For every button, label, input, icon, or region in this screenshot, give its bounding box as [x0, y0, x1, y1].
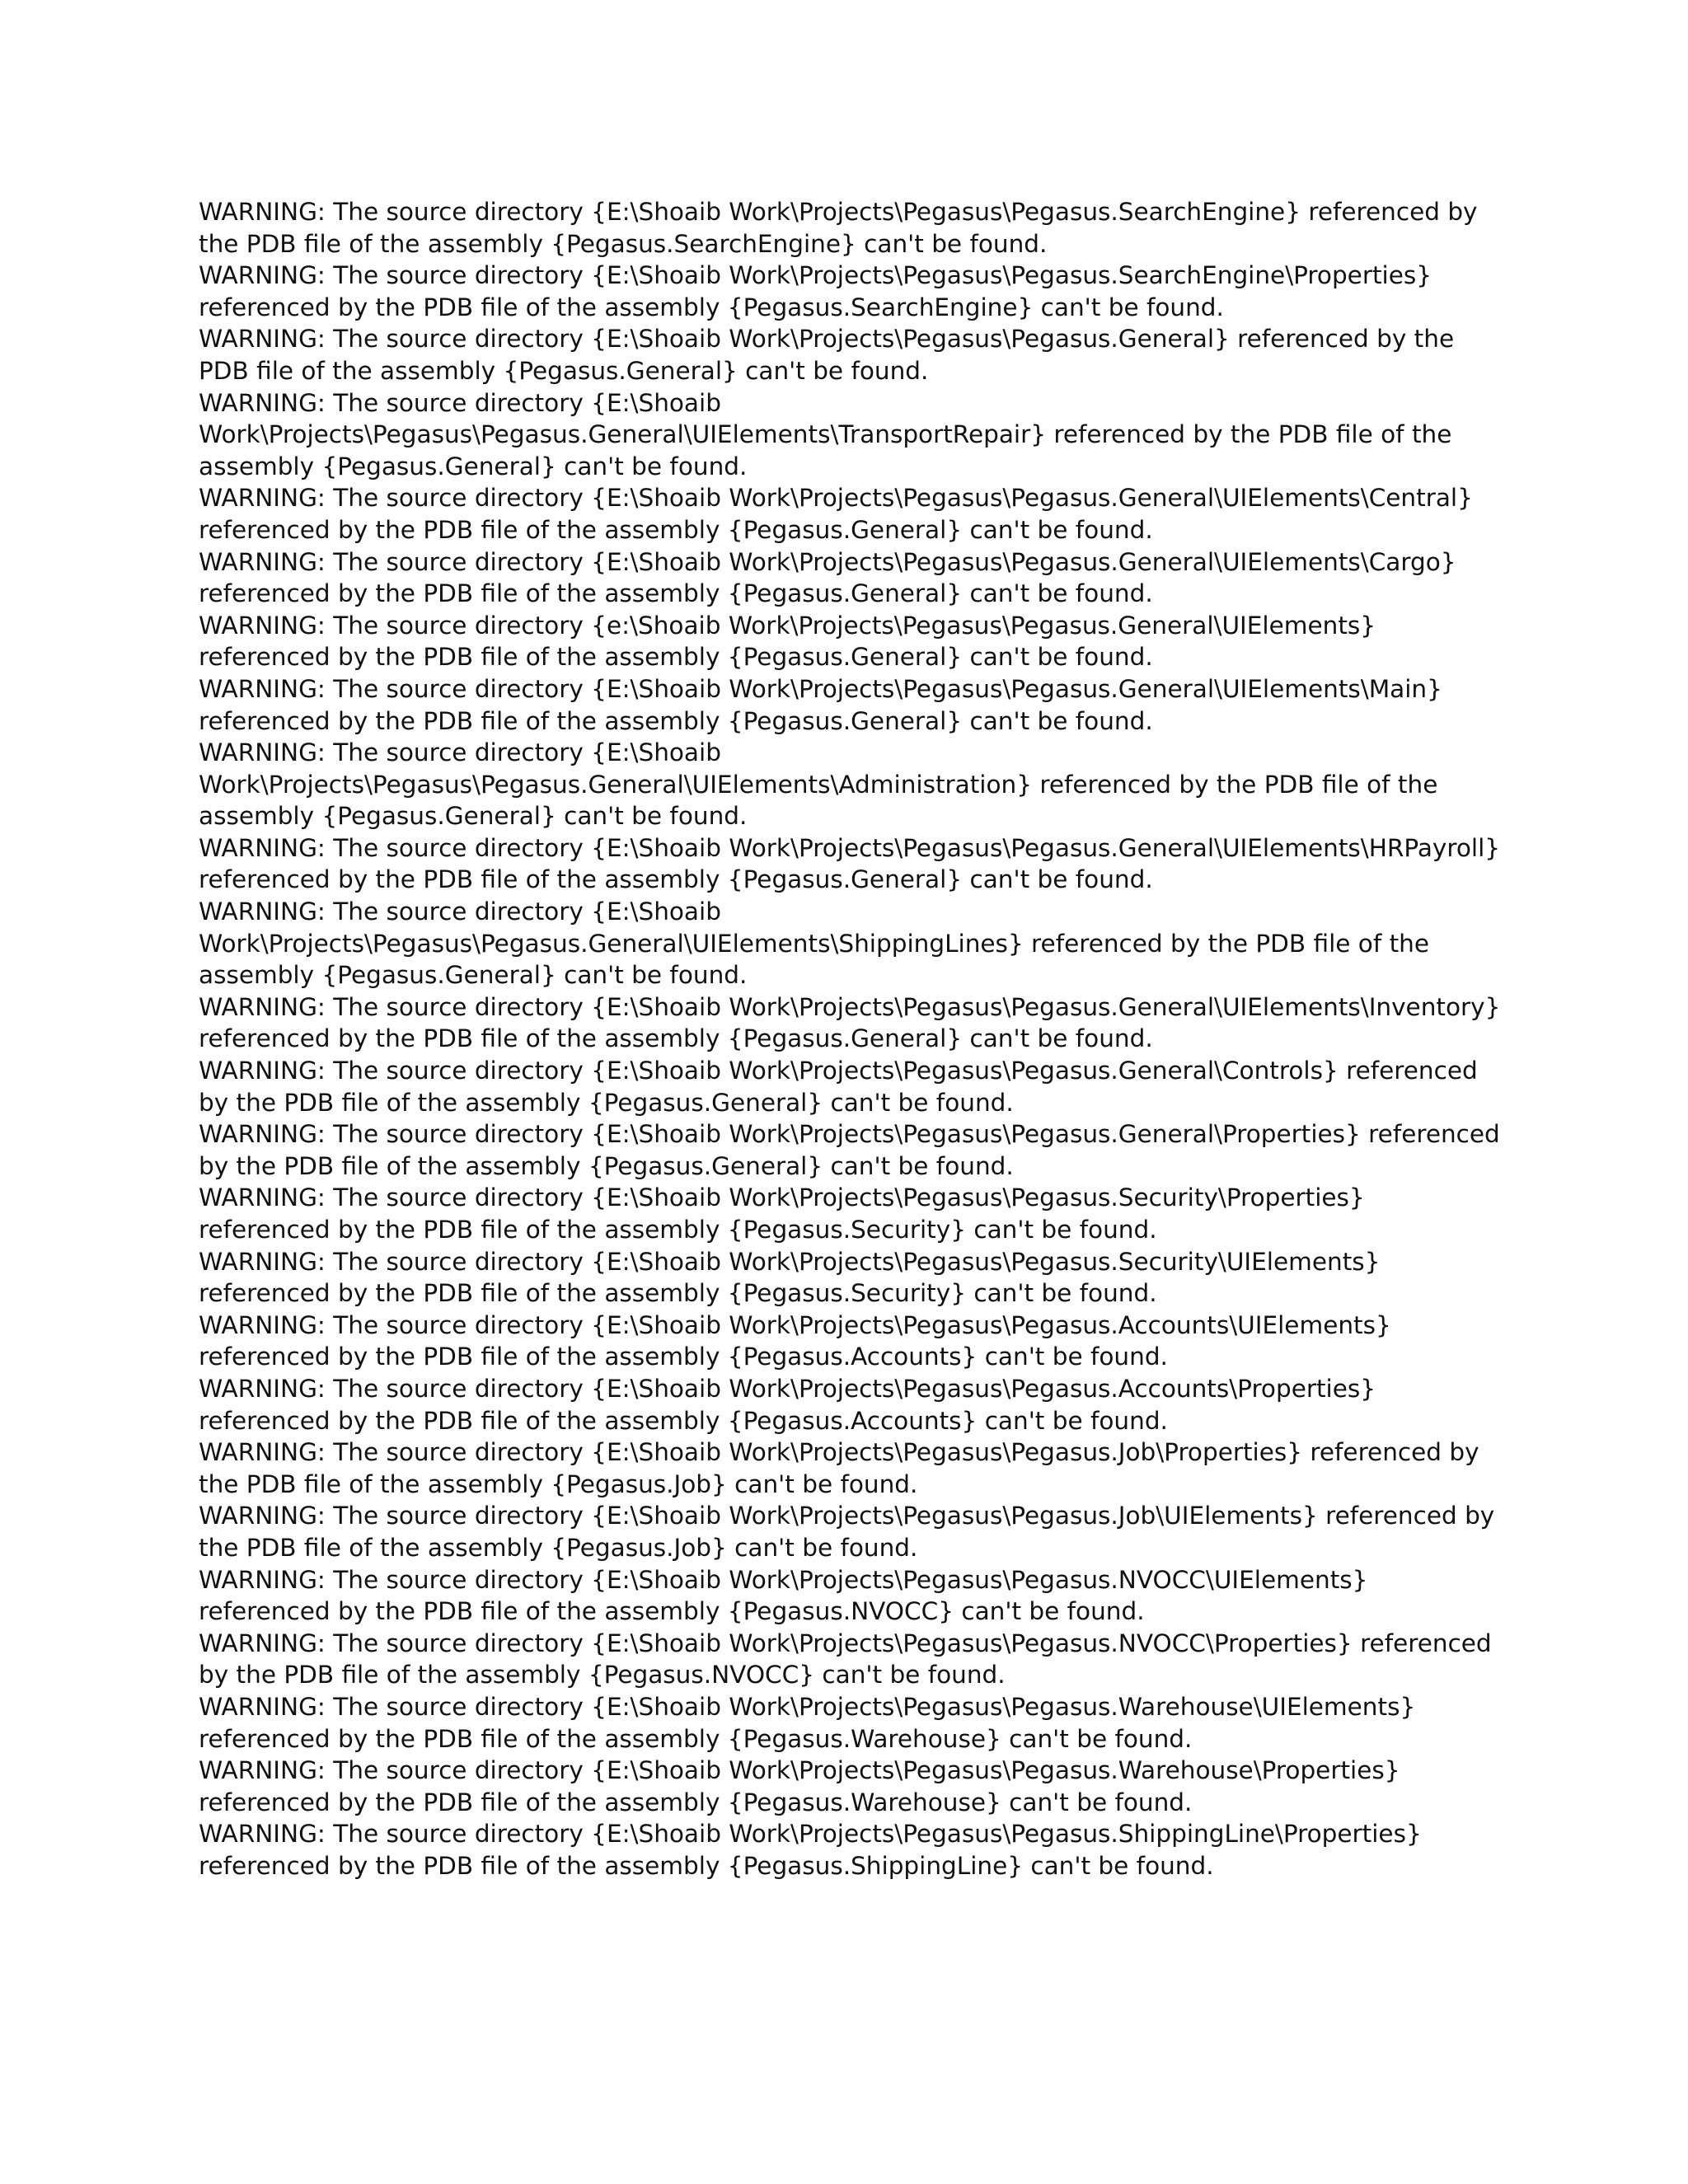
warning-line-warehouse-properties: WARNING: The source directory {E:\Shoaib Work\Projects\Pegasus\Pegasus.Warehouse\Properties} referenced by the PDB file of the assembly {Pegasus.Warehouse} can't be found.: [199, 1756, 1400, 1816]
warning-line-general: WARNING: The source directory {E:\Shoaib Work\Projects\Pegasus\Pegasus.General} referenced by the PDB file of the assembly {Pegasus.General} can't be found.: [199, 325, 1455, 385]
warning-line-warehouse-uielements: WARNING: The source directory {E:\Shoaib Work\Projects\Pegasus\Pegasus.Warehouse\UIElements} referenced by the PDB file of the assembly {Pegasus.Warehouse} can't be found.: [199, 1692, 1416, 1753]
warning-line-cargo: WARNING: The source directory {E:\Shoaib Work\Projects\Pegasus\Pegasus.General\UIElements\Cargo} referenced by the PDB file of the assembly {Pegasus.General} can't be found.: [199, 547, 1456, 608]
warning-line-searchengine: WARNING: The source directory {E:\Shoaib Work\Projects\Pegasus\Pegasus.SearchEngine} referenced by the PDB file of the assembly {Pegasus.SearchEngine} can't be found.: [199, 198, 1478, 258]
warning-line-nvocc-properties: WARNING: The source directory {E:\Shoaib Work\Projects\Pegasus\Pegasus.NVOCC\Properties} referenced by the PDB file of the assembly {Pegasus.NVOCC} can't be found.: [199, 1629, 1492, 1690]
warning-line-hrpayroll: WARNING: The source directory {E:\Shoaib Work\Projects\Pegasus\Pegasus.General\UIElements\HRPayroll} referenced by the PDB file of the assembly {Pegasus.General} can't be found.: [199, 833, 1501, 894]
warning-line-shippingline-properties: WARNING: The source directory {E:\Shoaib Work\Projects\Pegasus\Pegasus.ShippingLine\Properties} referenced by the PDB file of the assembly {Pegasus.ShippingLine} can't be found.: [199, 1820, 1422, 1880]
warning-line-inventory: WARNING: The source directory {E:\Shoaib Work\Projects\Pegasus\Pegasus.General\UIElements\Inventory} referenced by the PDB file of the assembly {Pegasus.General} can't be found.: [199, 992, 1501, 1053]
warning-line-transportrepair: WARNING: The source directory {E:\Shoaib Work\Projects\Pegasus\Pegasus.General\UIElements\TransportRepair} referenced by the PDB file of the assembly {Pegasus.General} can't be found.: [199, 388, 1452, 480]
warning-list: [199, 196, 1501, 1882]
warning-line-job-properties: WARNING: The source directory {E:\Shoaib Work\Projects\Pegasus\Pegasus.Job\Properties} referenced by the PDB file of the assembly {Pegasus.Job} can't be found.: [199, 1438, 1479, 1498]
warning-line-main: WARNING: The source directory {E:\Shoaib Work\Projects\Pegasus\Pegasus.General\UIElements\Main} referenced by the PDB file of the assembly {Pegasus.General} can't be found.: [199, 674, 1442, 735]
warning-line-controls: WARNING: The source directory {E:\Shoaib Work\Projects\Pegasus\Pegasus.General\Controls} referenced by the PDB file of the assembly {Pegasus.General} can't be found.: [199, 1057, 1478, 1117]
warning-line-general-properties: WARNING: The source directory {E:\Shoaib Work\Projects\Pegasus\Pegasus.General\Properties} referenced by the PDB file of the assembly {Pegasus.General} can't be found.: [199, 1120, 1500, 1180]
warning-line-security-properties: WARNING: The source directory {E:\Shoaib Work\Projects\Pegasus\Pegasus.Security\Properties} referenced by the PDB file of the assembly {Pegasus.Security} can't be found.: [199, 1183, 1365, 1244]
warning-line-administration: WARNING: The source directory {E:\Shoaib Work\Projects\Pegasus\Pegasus.General\UIElements\Administration} referenced by the PDB file of the assembly {Pegasus.General} can't be found.: [199, 738, 1438, 831]
warning-line-nvocc-uielements: WARNING: The source directory {E:\Shoaib Work\Projects\Pegasus\Pegasus.NVOCC\UIElements} referenced by the PDB file of the assembly {Pegasus.NVOCC} can't be found.: [199, 1565, 1368, 1626]
warning-line-accounts-properties: WARNING: The source directory {E:\Shoaib Work\Projects\Pegasus\Pegasus.Accounts\Properties} referenced by the PDB file of the assembly {Pegasus.Accounts} can't be found.: [199, 1374, 1376, 1435]
warning-line-shippinglines: WARNING: The source directory {E:\Shoaib Work\Projects\Pegasus\Pegasus.General\UIElements\ShippingLines} referenced by the PDB file of the assembly {Pegasus.General} can't be found.: [199, 898, 1430, 990]
warning-line-security-uielements: WARNING: The source directory {E:\Shoaib Work\Projects\Pegasus\Pegasus.Security\UIElements} referenced by the PDB file of the assembly {Pegasus.Security} can't be found.: [199, 1247, 1381, 1308]
warning-line-general-uielements: WARNING: The source directory {e:\Shoaib Work\Projects\Pegasus\Pegasus.General\UIElements} referenced by the PDB file of the assembly {Pegasus.General} can't be found.: [199, 611, 1376, 672]
warning-line-accounts-uielements: WARNING: The source directory {E:\Shoaib Work\Projects\Pegasus\Pegasus.Accounts\UIElements} referenced by the PDB file of the assembly {Pegasus.Accounts} can't be found.: [199, 1310, 1391, 1371]
warning-line-job-uielements: WARNING: The source directory {E:\Shoaib Work\Projects\Pegasus\Pegasus.Job\UIElements} referenced by the PDB file of the assembly {Pegasus.Job} can't be found.: [199, 1502, 1495, 1562]
warning-line-searchengine-properties: WARNING: The source directory {E:\Shoaib Work\Projects\Pegasus\Pegasus.SearchEngine\Properties} referenced by the PDB file of the assembly {Pegasus.SearchEngine} can't be found.: [199, 261, 1432, 321]
warning-line-central: WARNING: The source directory {E:\Shoaib Work\Projects\Pegasus\Pegasus.General\UIElements\Central} referenced by the PDB file of the assembly {Pegasus.General} can't be found.: [199, 484, 1473, 544]
